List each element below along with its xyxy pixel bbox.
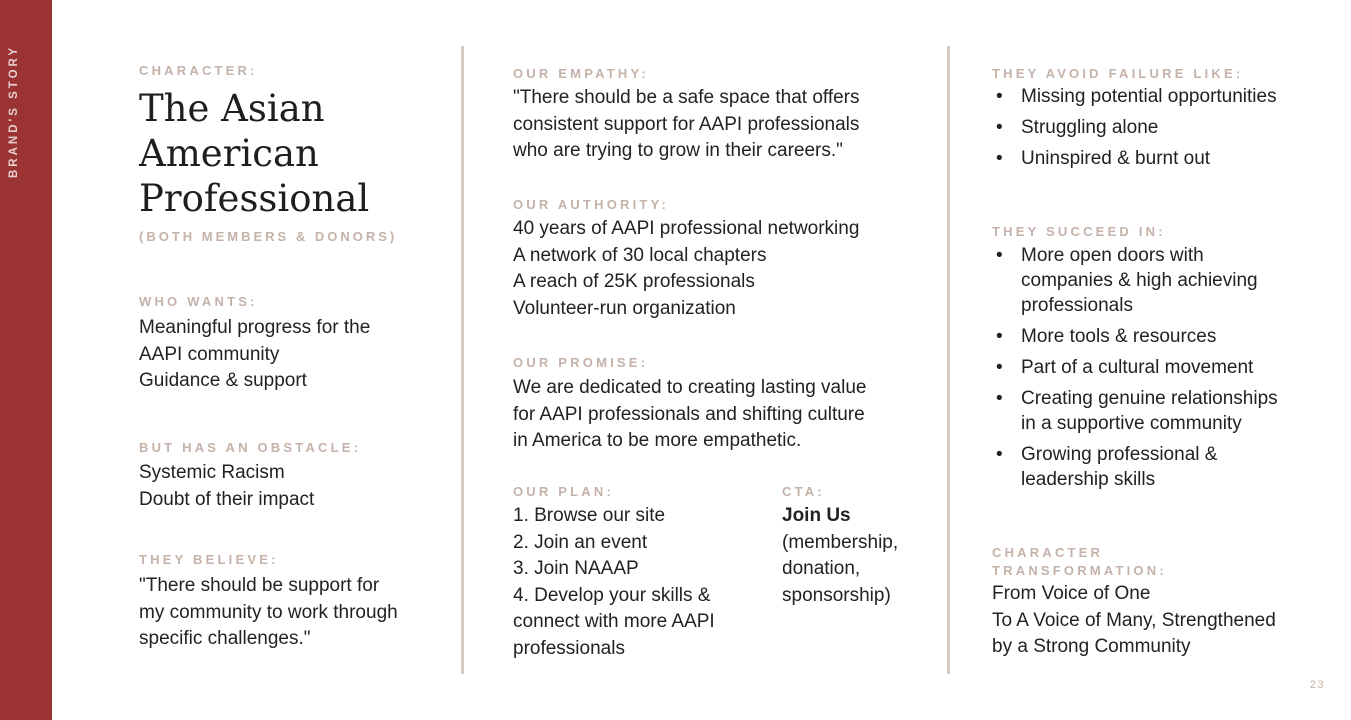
- plan-step: 1. Browse our site: [513, 505, 666, 526]
- text-line: Guidance & support: [139, 370, 307, 391]
- list-item: [992, 146, 1277, 171]
- list-item-line: companies & high achieving: [1021, 270, 1258, 291]
- list-item: [992, 386, 1278, 436]
- cta-label: CTA:: [782, 484, 825, 499]
- list-item-line: • Creating genuine relationships: [1021, 388, 1278, 409]
- plan-step: connect with more AAPI: [513, 611, 715, 632]
- avoid-failure-label: THEY AVOID FAILURE LIKE:: [992, 66, 1244, 81]
- plan-step: 3. Join NAAAP: [513, 558, 639, 579]
- page-number: 23: [1309, 679, 1325, 691]
- label-line: CHARACTER: [992, 545, 1104, 560]
- text-line: consistent support for AAPI professionals: [513, 113, 860, 135]
- transformation-label: [992, 544, 1167, 580]
- list-item: [992, 355, 1278, 380]
- plan-step: 4. Develop your skills &: [513, 584, 711, 606]
- character-title: [139, 86, 369, 221]
- list-item-line: • More tools & resources: [1021, 326, 1217, 347]
- text-line: We are dedicated to creating lasting value: [513, 377, 867, 398]
- empathy-label: OUR EMPATHY:: [513, 66, 649, 81]
- succeed-list: [992, 243, 1278, 498]
- text-line: From Voice of One: [992, 583, 1151, 604]
- label-line: TRANSFORMATION:: [992, 563, 1167, 578]
- text-line: in America to be more empathetic.: [513, 430, 802, 451]
- text-line: A reach of 25K professionals: [513, 271, 755, 292]
- list-item: [992, 84, 1277, 109]
- list-item-line: • Growing professional &: [1021, 444, 1218, 465]
- list-item-line: leadership skills: [1021, 469, 1156, 490]
- list-item-line: • Missing potential opportunities: [1021, 86, 1277, 107]
- believe-text: [139, 573, 398, 653]
- cta-text: [782, 503, 898, 609]
- authority-text: [513, 216, 859, 322]
- text-line: A network of 30 local chapters: [513, 244, 767, 266]
- sidebar-title: BRAND'S STORY: [8, 44, 20, 178]
- list-item-line: professionals: [1021, 295, 1133, 316]
- promise-text: [513, 375, 866, 455]
- text-line: Meaningful progress for the: [139, 317, 371, 338]
- succeed-label: THEY SUCCEED IN:: [992, 224, 1166, 239]
- obstacle-text: [139, 460, 314, 513]
- list-item: [992, 442, 1278, 492]
- list-item-line: in a supportive community: [1021, 413, 1242, 434]
- text-line: for AAPI professionals and shifting culture: [513, 403, 865, 425]
- transformation-text: [992, 581, 1276, 661]
- text-line: donation,: [782, 558, 861, 579]
- text-line: by a Strong Community: [992, 636, 1191, 657]
- list-item-line: • Struggling alone: [1021, 117, 1159, 138]
- list-item-line: • Uninspired & burnt out: [1021, 148, 1211, 169]
- text-line: 40 years of AAPI professional networking: [513, 218, 860, 239]
- who-wants-label: WHO WANTS:: [139, 294, 258, 309]
- plan-label: OUR PLAN:: [513, 484, 615, 499]
- text-line: my community to work through: [139, 601, 398, 623]
- empathy-text: [513, 85, 860, 165]
- character-label: CHARACTER:: [139, 63, 258, 78]
- text-line: (membership,: [782, 531, 899, 553]
- brand-sidebar: [0, 0, 52, 720]
- character-title-line: American: [139, 132, 319, 175]
- list-item: [992, 243, 1278, 318]
- plan-step: 2. Join an event: [513, 531, 648, 553]
- list-item: [992, 115, 1277, 140]
- authority-label: OUR AUTHORITY:: [513, 197, 670, 212]
- text-line: Doubt of their impact: [139, 488, 315, 510]
- believe-label: THEY BELIEVE:: [139, 552, 279, 567]
- obstacle-label: BUT HAS AN OBSTACLE:: [139, 440, 362, 455]
- plan-text: [513, 503, 715, 662]
- character-subtitle: (BOTH MEMBERS & DONORS): [139, 229, 398, 244]
- list-item-line: • More open doors with: [1021, 245, 1204, 266]
- text-line: "There should be support for: [139, 575, 380, 596]
- text-line: specific challenges.": [139, 628, 311, 649]
- character-title-line: The Asian: [139, 87, 325, 130]
- text-line: sponsorship): [782, 584, 891, 606]
- text-line: Volunteer-run organization: [513, 297, 736, 319]
- text-line: who are trying to grow in their careers.": [513, 140, 843, 161]
- promise-label: OUR PROMISE:: [513, 355, 649, 370]
- plan-step: professionals: [513, 637, 625, 659]
- avoid-failure-list: [992, 84, 1277, 177]
- list-item: [992, 324, 1278, 349]
- column-divider-right: [947, 46, 950, 674]
- text-line: AAPI community: [139, 343, 280, 365]
- text-line: "There should be a safe space that offers: [513, 87, 860, 108]
- cta-join-us: Join Us: [782, 505, 851, 526]
- character-title-line: Professional: [139, 177, 370, 220]
- who-wants-text: [139, 315, 370, 395]
- text-line: To A Voice of Many, Strengthened: [992, 609, 1276, 631]
- list-item-line: • Part of a cultural movement: [1021, 357, 1254, 378]
- column-divider-left: [461, 46, 464, 674]
- text-line: Systemic Racism: [139, 462, 285, 483]
